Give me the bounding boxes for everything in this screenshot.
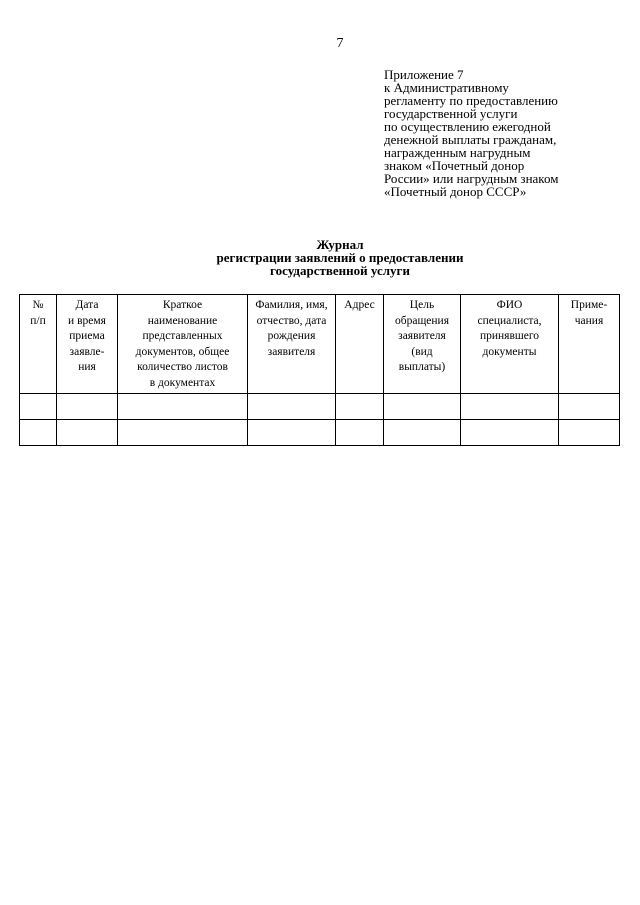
column-header-date: Дата и время приема заявле- ния [57, 295, 118, 394]
table-cell [20, 394, 57, 420]
table-cell [384, 420, 461, 446]
appendix-line: знаком «Почетный донор [384, 158, 525, 173]
table-cell [20, 420, 57, 446]
table-cell [461, 420, 559, 446]
appendix-line: регламенту по предоставлению [384, 93, 558, 108]
appendix-line: по осуществлению ежегодной [384, 119, 551, 134]
table-cell [57, 394, 118, 420]
appendix-line: награжденным нагрудным [384, 145, 531, 160]
table-cell [248, 420, 336, 446]
table-cell [336, 420, 384, 446]
column-header-address: Адрес [336, 295, 384, 394]
appendix-line: Приложение 7 [384, 67, 464, 82]
appendix-line: «Почетный донор СССР» [384, 184, 527, 199]
table-cell [57, 420, 118, 446]
table-header-row [20, 295, 620, 394]
table-cell [118, 420, 248, 446]
appendix-line: к Административному [384, 80, 509, 95]
journal-title-line: государственной услуги [270, 263, 410, 278]
page-number: 7 [336, 36, 344, 51]
table-cell [559, 394, 620, 420]
journal-title [0, 238, 640, 277]
table-cell [384, 394, 461, 420]
table-cell [118, 394, 248, 420]
column-header-purpose: Цель обращения заявителя (вид выплаты) [384, 295, 461, 394]
appendix-line: денежной выплаты гражданам, [384, 132, 557, 147]
column-header-applicant-name: Фамилия, имя, отчество, дата рождения заявителя [248, 295, 336, 394]
column-header-specialist: ФИО специалиста, принявшего документы [461, 295, 559, 394]
registration-table [19, 294, 620, 446]
table-cell [248, 394, 336, 420]
table-cell [336, 394, 384, 420]
table-cell [461, 394, 559, 420]
appendix-line: государственной услуги [384, 106, 518, 121]
appendix-block [384, 68, 624, 198]
column-header-notes: Приме- чания [559, 295, 620, 394]
journal-title-line: Журнал [316, 237, 364, 252]
table-row [20, 420, 620, 446]
table-row [20, 394, 620, 420]
table-cell [559, 420, 620, 446]
appendix-line: России» или нагрудным знаком [384, 171, 559, 186]
journal-title-line: регистрации заявлений о предоставлении [216, 250, 464, 265]
column-header-documents: Краткое наименование представленных документов, общее количество листов в документах [118, 295, 248, 394]
column-header-number: № п/п [20, 295, 57, 394]
